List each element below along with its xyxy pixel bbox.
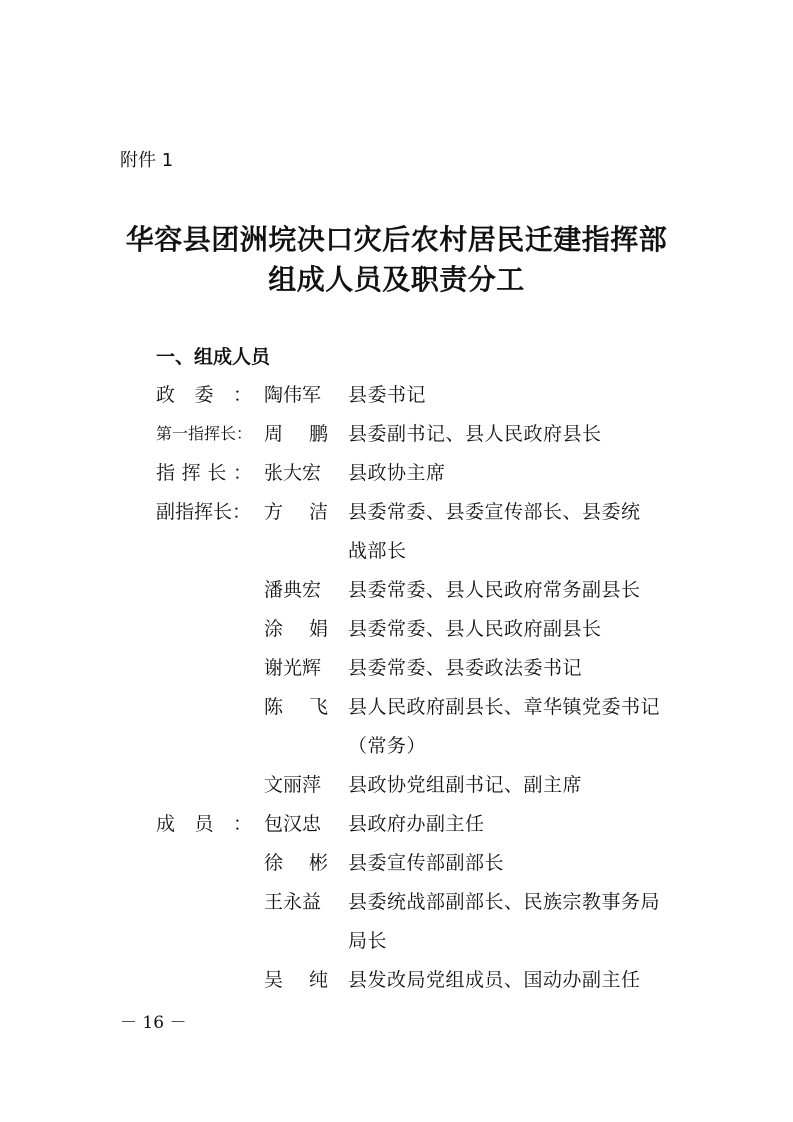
member-row bbox=[0, 419, 793, 455]
member-row bbox=[0, 497, 793, 533]
member-name: 陈 飞 bbox=[264, 696, 328, 718]
member-name: 张大宏 bbox=[264, 462, 322, 484]
member-name: 文丽萍 bbox=[264, 774, 322, 796]
page-number: － 16 － bbox=[120, 1013, 187, 1033]
member-name: 谢光辉 bbox=[264, 657, 322, 679]
member-name: 吴 纯 bbox=[264, 969, 328, 991]
member-row bbox=[0, 731, 793, 767]
member-role: 第一指挥长： bbox=[156, 424, 253, 443]
member-row bbox=[0, 770, 793, 806]
member-row bbox=[0, 614, 793, 650]
section-heading: 一、组成人员 bbox=[156, 346, 271, 368]
member-row bbox=[0, 380, 793, 416]
member-row bbox=[0, 536, 793, 572]
member-role: 副指挥长： bbox=[156, 501, 252, 523]
member-row bbox=[0, 887, 793, 923]
member-row bbox=[0, 926, 793, 962]
member-name: 王永益 bbox=[264, 891, 322, 913]
member-duty: 县政协党组副书记、副主席 bbox=[348, 774, 583, 796]
member-row bbox=[0, 575, 793, 611]
member-role: 政 委 ： bbox=[156, 384, 252, 406]
member-duty: 县委书记 bbox=[348, 384, 427, 406]
member-row bbox=[0, 965, 793, 1001]
member-duty: 县委常委、县人民政府常务副县长 bbox=[348, 579, 641, 601]
member-duty: 县委常委、县委宣传部长、县委统 bbox=[348, 501, 641, 523]
member-duty: 县委常委、县人民政府副县长 bbox=[348, 618, 602, 640]
member-name: 涂 娟 bbox=[264, 618, 328, 640]
member-row bbox=[0, 848, 793, 884]
member-duty: 县政协主席 bbox=[348, 462, 446, 484]
member-name: 陶伟军 bbox=[264, 384, 322, 406]
member-name: 包汉忠 bbox=[264, 813, 322, 835]
member-duty: 县人民政府副县长、章华镇党委书记 bbox=[348, 696, 661, 718]
member-duty: 县政府办副主任 bbox=[348, 813, 485, 835]
member-duty: 县委副书记、县人民政府县长 bbox=[348, 423, 602, 445]
document-title-line-2: 组成人员及职责分工 bbox=[268, 263, 525, 296]
member-duty: 县发改局党组成员、国动办副主任 bbox=[348, 969, 641, 991]
member-name: 潘典宏 bbox=[264, 579, 322, 601]
member-row bbox=[0, 458, 793, 494]
member-name: 周 鹏 bbox=[264, 423, 328, 445]
member-duty: 县委常委、县委政法委书记 bbox=[348, 657, 583, 679]
member-duty: 局长 bbox=[348, 930, 388, 952]
member-duty: 县委宣传部副部长 bbox=[348, 852, 505, 874]
member-name: 徐 彬 bbox=[264, 852, 328, 874]
member-role: 成 员 ： bbox=[156, 813, 252, 835]
member-row bbox=[0, 809, 793, 845]
member-duty: （常务） bbox=[348, 735, 427, 757]
member-row bbox=[0, 692, 793, 728]
member-duty: 县委统战部副部长、民族宗教事务局 bbox=[348, 891, 661, 913]
document-title-line-1: 华容县团洲垸决口灾后农村居民迁建指挥部 bbox=[125, 223, 668, 256]
member-duty: 战部长 bbox=[348, 540, 407, 562]
member-role: 指 挥 长 ： bbox=[156, 462, 252, 484]
member-row bbox=[0, 653, 793, 689]
member-name: 方 洁 bbox=[264, 501, 328, 523]
attachment-label: 附件 1 bbox=[120, 150, 174, 171]
